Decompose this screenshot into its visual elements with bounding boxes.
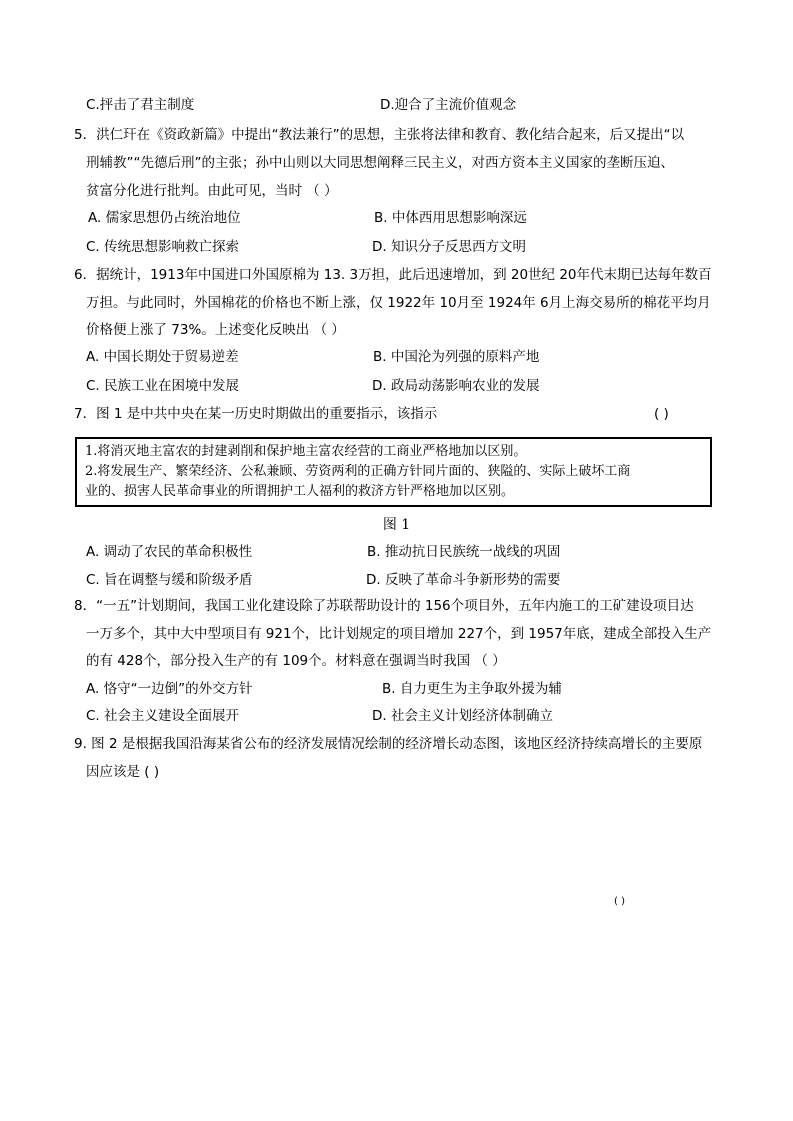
figure-1-line-3: 业的、损害人民革命事业的所谓拥护工人福利的救济方针严格地加以区别。 xyxy=(85,484,515,499)
q8-option-a: A. 恪守“一边倒”的外交方针 xyxy=(86,681,253,697)
q9-stem-line-1: 9. 图 2 是根据我国沿海某省公布的经济发展情况绘制的经济增长动态图，该地区经济持续高增长的主要原 xyxy=(74,736,703,752)
q7-answer-paren: ( ) xyxy=(654,406,669,422)
q8-stem-line-3: 的有 428个，部分投入生产的有 109个。材料意在强调当时我国 （ ） xyxy=(86,653,506,669)
q6-stem-line-3: 价格便上涨了 73%。上述变化反映出 （ ） xyxy=(86,322,345,338)
q6-stem-line-2: 万担。与此同时，外国棉花的价格也不断上涨，仅 1922年 10月至 1924年 6月上海交易所的棉花平均月 xyxy=(86,295,711,311)
q5-stem-line-3: 贫富分化进行批判。由此可见，当时 （ ） xyxy=(86,183,338,199)
q7-option-b: B. 推动抗日民族统一战线的巩固 xyxy=(367,544,561,560)
q9-stem-line-2: 因应该是 ( ) xyxy=(86,764,160,780)
q5-stem-line-1: 5．洪仁玕在《资政新篇》中提出“教法兼行”的思想，主张将法律和教育、教化结合起来，后又提出“以 xyxy=(74,127,685,143)
q6-stem-line-1: 6．据统计，1913年中国进口外国原棉为 13. 3万担，此后迅速增加，到 20世纪 20年代末期已达每年数百 xyxy=(74,267,712,283)
q7-option-d: D. 反映了革命斗争新形势的需要 xyxy=(366,572,561,588)
q4-option-d: D.迎合了主流价值观念 xyxy=(380,97,517,113)
q8-option-b: B. 自力更生为主争取外援为辅 xyxy=(382,681,562,697)
q7-option-c: C. 旨在调整与缓和阶级矛盾 xyxy=(86,572,253,588)
figure-1-caption: 图 1 xyxy=(382,517,411,533)
figure-1-box xyxy=(75,437,712,507)
q4-option-c: C.抨击了君主制度 xyxy=(86,97,195,113)
q5-option-d: D. 知识分子反思西方文明 xyxy=(372,239,526,255)
figure-1-line-1: 1.将消灭地主富农的封建剥削和保护地主富农经营的工商业严格地加以区别。 xyxy=(85,444,527,459)
q8-stem-line-2: 一万多个，其中大中型项目有 921个，比计划规定的项目增加 227个，到 1957年底，建成全部投入生产 xyxy=(86,626,712,642)
q8-option-d: D. 社会主义计划经济体制确立 xyxy=(372,708,553,724)
q8-option-c: C. 社会主义建设全面展开 xyxy=(86,708,240,724)
q5-stem-line-2: 刑辅教”“先德后刑”的主张；孙中山则以大同思想阐释三民主义，对西方资本主义国家的垄断压迫、 xyxy=(86,155,674,171)
q6-option-c: C. 民族工业在困境中发展 xyxy=(86,378,240,394)
q5-option-c: C. 传统思想影响救亡探索 xyxy=(86,239,240,255)
q5-option-b: B. 中体西用思想影响深远 xyxy=(374,210,527,226)
q6-option-d: D. 政局动荡影响农业的发展 xyxy=(372,378,540,394)
q7-stem: 7．图 1 是中共中央在某一历史时期做出的重要指示，该指示 xyxy=(74,406,438,422)
figure-1-line-2: 2.将发展生产、繁荣经济、公私兼顾、劳资两利的正确方针同片面的、狭隘的、实际上破坏工商 xyxy=(85,464,631,479)
q6-option-a: A. 中国长期处于贸易逆差 xyxy=(86,349,239,365)
q9-answer-paren: ( ) xyxy=(614,896,625,907)
q5-option-a: A. 儒家思想仍占统治地位 xyxy=(88,210,241,226)
q8-stem-line-1: 8．“一五”计划期间，我国工业化建设除了苏联帮助设计的 156个项目外，五年内施工的工矿建设项目达 xyxy=(74,598,694,614)
q7-option-a: A. 调动了农民的革命积极性 xyxy=(86,544,253,560)
q6-option-b: B. 中国沦为列强的原料产地 xyxy=(373,349,540,365)
